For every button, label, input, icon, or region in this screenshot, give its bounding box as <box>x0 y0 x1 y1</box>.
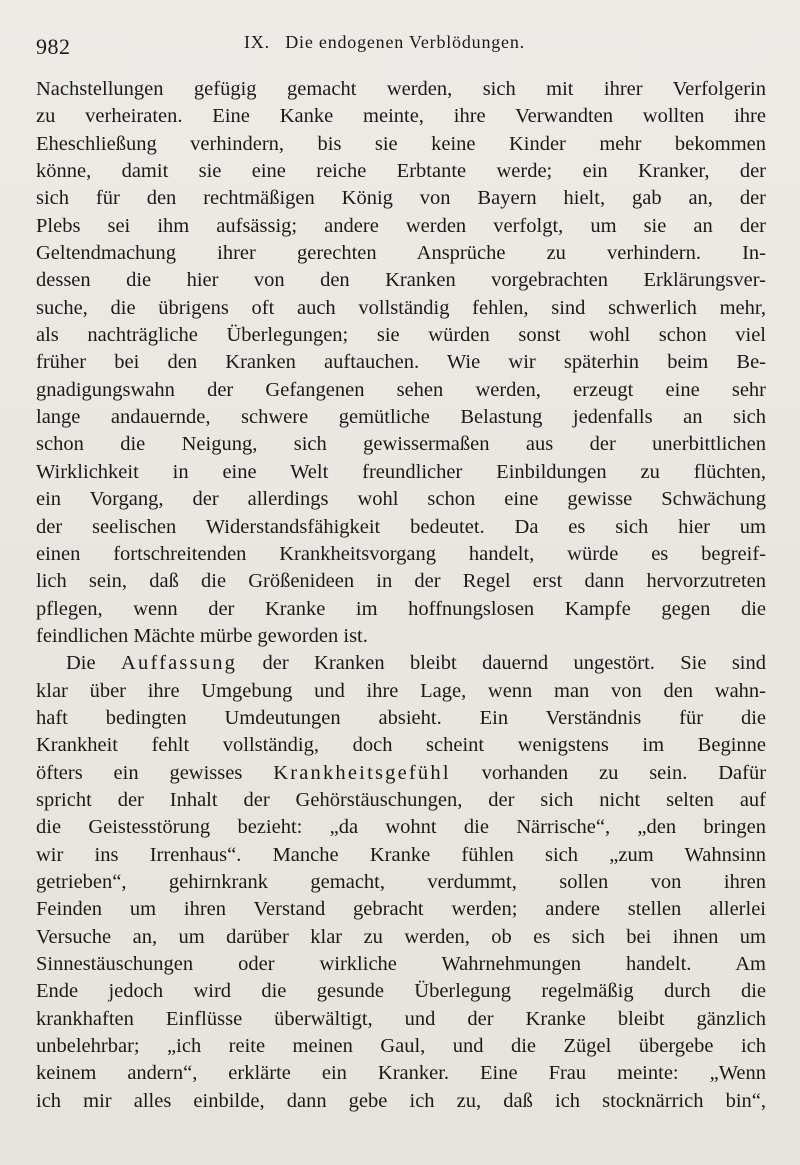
text-line: Nachstellungen gefügig gemacht werden, sich mit ihrer Verfolgerin <box>36 78 766 100</box>
text-line: keinem andern“, erklärte ein Kranker. Eine Frau meinte: „Wenn <box>36 1062 766 1085</box>
text-line: spricht der Inhalt der Gehörstäuschungen, der sich nicht selten auf <box>36 788 766 811</box>
text-line: Geltendmachung ihrer gerechten Ansprüche zu verhindern. In- <box>36 242 766 265</box>
text-fragment: Die <box>66 652 96 675</box>
text-line: der seelischen Widerstandsfähigkeit bedeutet. Da es sich hier um <box>36 515 766 538</box>
text-line: zu verheiraten. Eine Kanke meinte, ihre Verwandten wollten ihre <box>36 105 766 128</box>
text-line: sich für den rechtmäßigen König von Bayern hielt, gab an, der <box>36 187 766 210</box>
text-line: ein Vorgang, der allerdings wohl schon eine gewisse Schwächung <box>36 488 766 511</box>
page-number: 982 <box>36 34 71 59</box>
text-line: Feinden um ihren Verstand gebracht werden; andere stellen allerlei <box>36 898 766 921</box>
spaced-emphasis: Krankheitsgefühl <box>273 761 451 784</box>
text-fragment: vorhanden zu sein. Dafür <box>481 761 766 784</box>
text-line: lich sein, daß die Größenideen in der Regel erst dann hervorzutreten <box>36 570 766 593</box>
text-line: einen fortschreitenden Krankheitsvorgang handelt, würde es begreif- <box>36 542 766 565</box>
text-line: suche, die übrigens oft auch vollständig fehlen, sind schwerlich mehr, <box>36 296 766 319</box>
chapter-number: IX. <box>244 32 270 52</box>
page-header <box>36 28 764 60</box>
paragraph-first-line <box>36 650 766 677</box>
text-fragment: öfters ein gewisses <box>36 761 243 784</box>
text-line: unbelehrbar; „ich reite meinen Gaul, und die Zügel übergebe ich <box>36 1035 766 1058</box>
text-line: pflegen, wenn der Kranke im hoffnungslosen Kampfe gegen die <box>36 597 766 620</box>
text-line-emphasis <box>36 760 766 787</box>
text-line: haft bedingten Umdeutungen absieht. Ein Verständnis für die <box>36 706 766 729</box>
text-line: getrieben“, gehirnkrank gemacht, verdummt, sollen von ihren <box>36 870 766 893</box>
text-line: schon die Neigung, sich gewissermaßen aus der unerbittlichen <box>36 433 766 456</box>
text-line: krankhaften Einflüsse überwältigt, und der Kranke bleibt gänzlich <box>36 1007 766 1030</box>
body-text <box>36 76 766 1115</box>
text-line: gnadigungswahn der Gefangenen sehen werden, erzeugt eine sehr <box>36 378 766 401</box>
text-fragment: der Kranken bleibt dauernd ungestört. Sie sind <box>262 652 766 675</box>
text-line: ich mir alles einbilde, dann gebe ich zu, daß ich stocknärrich bin“, <box>36 1089 766 1112</box>
text-line: Wirklichkeit in eine Welt freundlicher Einbildungen zu flüchten, <box>36 460 766 483</box>
chapter-title: Die endogenen Verblödungen. <box>285 32 525 52</box>
text-line: als nachträgliche Überlegungen; sie würden sonst wohl schon viel <box>36 324 766 347</box>
text-line: Versuche an, um darüber klar zu werden, ob es sich bei ihnen um <box>36 925 766 948</box>
text-line: früher bei den Kranken auftauchen. Wie wir späterhin beim Be- <box>36 351 766 374</box>
running-head <box>244 32 525 53</box>
text-line: Sinnestäuschungen oder wirkliche Wahrnehmungen handelt. Am <box>36 953 766 975</box>
text-line: Ende jedoch wird die gesunde Überlegung regelmäßig durch die <box>36 980 766 1003</box>
text-line: wir ins Irrenhaus“. Manche Kranke fühlen sich „zum Wahnsinn <box>36 843 766 866</box>
text-line: feindlichen Mächte mürbe geworden ist. <box>36 624 368 647</box>
text-line: Krankheit fehlt vollständig, doch scheint wenigstens im Beginne <box>36 734 766 757</box>
text-line: die Geistesstörung bezieht: „da wohnt die Närrische“, „den bringen <box>36 816 766 839</box>
text-line: dessen die hier von den Kranken vorgebrachten Erklärungsver- <box>36 269 766 292</box>
text-line: Plebs sei ihm aufsässig; andere werden verfolgt, um sie an der <box>36 214 766 237</box>
text-line: könne, damit sie eine reiche Erbtante werde; ein Kranker, der <box>36 160 766 183</box>
text-line: Eheschließung verhindern, bis sie keine Kinder mehr bekommen <box>36 132 766 155</box>
text-line: lange andauernde, schwere gemütliche Belastung jedenfalls an sich <box>36 406 766 429</box>
text-line: klar über ihre Umgebung und ihre Lage, wenn man von den wahn- <box>36 679 766 702</box>
spaced-emphasis: Auffassung <box>120 652 238 675</box>
